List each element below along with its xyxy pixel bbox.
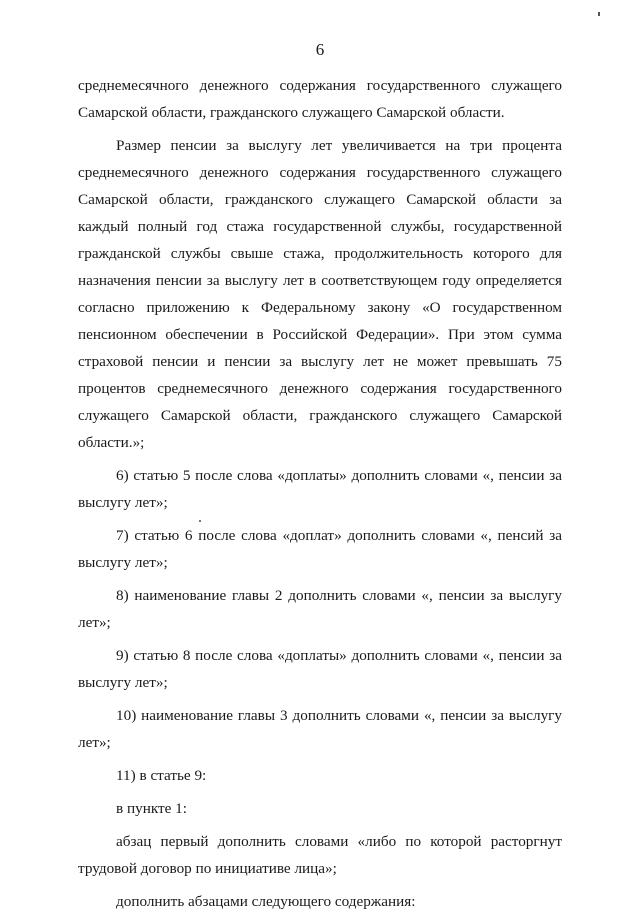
paragraph-first-abzac: абзац первый дополнить словами «либо по которой расторгнут трудовой договор по инициативе лица»; [78, 833, 562, 877]
document-body [78, 72, 562, 915]
paragraph-item-11: 11) в статье 9: [116, 767, 207, 784]
paragraph-item-8: 8) наименование главы 2 дополнить словами «, пенсии за выслугу лет»; [78, 587, 562, 631]
paragraph-add-abzacs: дополнить абзацами следующего содержания: [116, 893, 416, 910]
page-number: 6 [315, 40, 325, 59]
corner-mark [598, 12, 600, 16]
paragraph-item-7: 7) статью 6 после слова «доплат» дополнить словами «, пенсий за выслугу лет»; [78, 527, 562, 571]
paragraph-continuation: среднемесячного денежного содержания государственного служащего Самарской области, гражданского служащего Самарской области. [78, 77, 562, 121]
paragraph-item-6: 6) статью 5 после слова «доплаты» дополнить словами «, пенсии за выслугу лет»; [78, 467, 562, 511]
paragraph-item-9: 9) статью 8 после слова «доплаты» дополнить словами «, пенсии за выслугу лет»; [78, 647, 562, 691]
paragraph-pension-size: Размер пенсии за выслугу лет увеличивается на три процента среднемесячного денежного содержания государственного служащего Самарской области, гражданского служащего Самарской области за каждый полный год стажа государственной службы, государственной гражданской службы свыше стажа, продолжительность которого для назначения пенсии за выслугу лет в соответствующем году определяется согласно приложению к Федеральному закону «О государственном пенсионном обеспечении в Российской Федерации». При этом сумма страховой пенсии и пенсии за выслугу лет не может превышать 75 процентов среднемесячного денежного содержания государственного служащего Самарской области, гражданского служащего Самарской области.»; [78, 137, 562, 451]
paragraph-item-10: 10) наименование главы 3 дополнить словами «, пенсии за выслугу лет»; [78, 707, 562, 751]
paragraph-point-1: в пункте 1: [116, 800, 187, 817]
